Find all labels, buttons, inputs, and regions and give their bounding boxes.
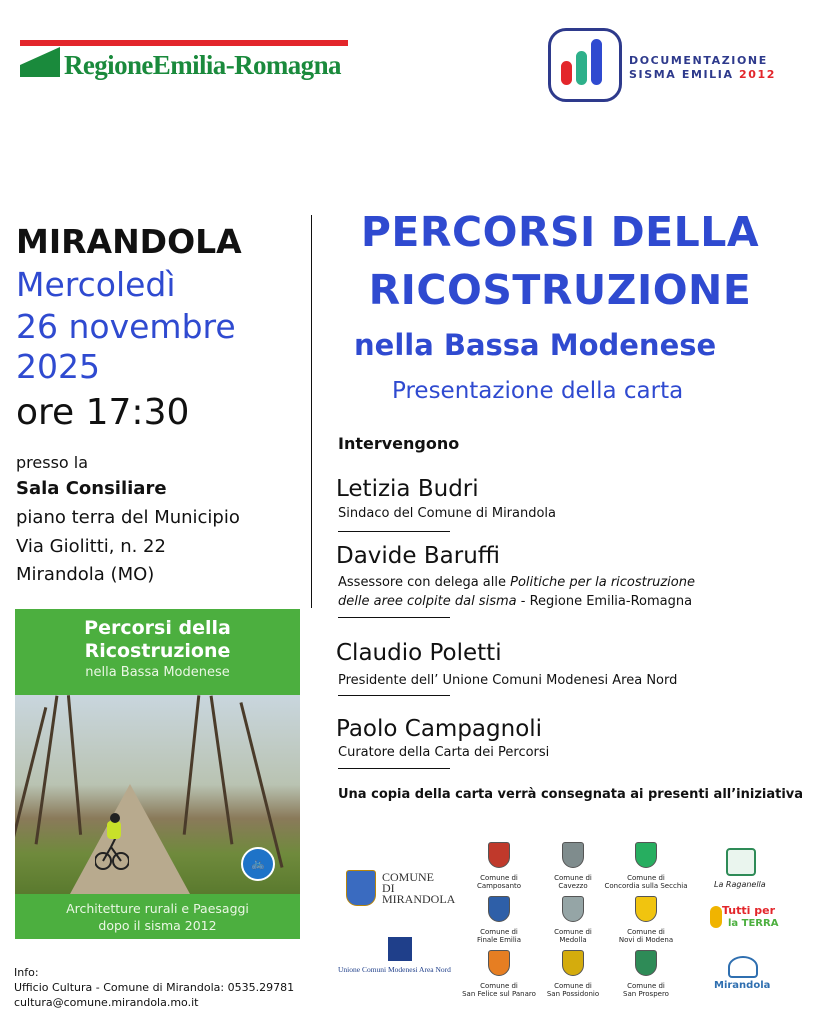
tree-trunk — [183, 695, 201, 835]
municipality-label — [458, 982, 540, 998]
documentazione-logo-line1: DOCUMENTAZIONE — [629, 54, 768, 67]
municipality-prefix: Comune di — [627, 874, 665, 882]
municipality-label — [464, 928, 534, 944]
info-label: Info: — [14, 966, 39, 979]
municipality-label — [538, 982, 608, 998]
san-possidonio-crest-icon — [562, 950, 584, 976]
speaker-role: Curatore della Carta dei Percorsi — [338, 745, 550, 760]
mirandola-brand-label: Mirandola — [714, 980, 771, 991]
municipality-prefix: Comune di — [554, 982, 592, 990]
cavezzo-crest-icon — [562, 842, 584, 868]
municipality-label — [611, 982, 681, 998]
municipality-name: Camposanto — [476, 882, 522, 890]
municipality-prefix: Comune di — [627, 982, 665, 990]
venue-intro: presso la — [16, 453, 89, 472]
info-email[interactable]: cultura@comune.mirandola.mo.it — [14, 996, 199, 1009]
speaker-role-italic: Politiche per la ricostruzione — [510, 575, 695, 590]
unione-comuni-logo — [338, 935, 468, 975]
doc-logo-year: 2012 — [739, 68, 777, 81]
la-terra-label: la TERRA — [728, 918, 779, 929]
municipality-name: San Prospero — [623, 990, 669, 998]
municipality-prefix: Comune di — [554, 928, 592, 936]
municipality-name: Cavezzo — [558, 882, 588, 890]
municipality-label — [464, 874, 534, 890]
event-year: 2025 — [16, 347, 100, 386]
speakers-heading: Intervengono — [338, 434, 460, 453]
cover-photo-tree-lined-road — [15, 695, 300, 894]
documentazione-logo-icon — [548, 28, 622, 102]
cycle-path-sign-icon: 🚲 — [241, 847, 275, 881]
speaker-underline — [338, 531, 450, 532]
mirandola-crest-icon — [346, 870, 376, 906]
mirandola-label: MIRANDOLA — [382, 892, 456, 906]
cover-subtitle: nella Bassa Modenese — [85, 665, 230, 680]
municipality-prefix: Comune di — [480, 928, 518, 936]
cover-title-line2: Ricostruzione — [84, 640, 231, 662]
speaker-underline — [338, 768, 450, 769]
cover-title-line1: Percorsi della — [84, 617, 231, 639]
municipality-prefix: Comune di — [554, 874, 592, 882]
tutti-per-la-terra-logo — [708, 902, 778, 942]
speaker-role: Presidente dell’ Unione Comuni Modenesi Area Nord — [338, 673, 678, 688]
tree-trunk — [239, 702, 283, 868]
event-weekday: Mercoledì — [16, 265, 176, 304]
cover-footer-line1: Architetture rurali e Paesaggi — [66, 901, 249, 916]
tree-trunk — [35, 696, 59, 845]
comune-mirandola-logo — [338, 860, 463, 920]
speaker-name: Paolo Campagnoli — [336, 716, 543, 742]
event-presentation: Presentazione della carta — [392, 378, 684, 404]
di-label: DI — [382, 881, 395, 895]
municipality-label — [606, 928, 686, 944]
municipality-grid — [462, 840, 720, 1005]
event-time: ore 17:30 — [16, 392, 190, 433]
doc-logo-text: SISMA EMILIA — [629, 68, 734, 81]
cover-footer-line2: dopo il sisma 2012 — [98, 918, 217, 933]
venue-street: Via Giolitti, n. 22 — [16, 536, 166, 557]
event-subtitle: nella Bassa Modenese — [354, 328, 717, 362]
venue-hall: Sala Consiliare — [16, 478, 167, 499]
speaker-name: Letizia Budri — [336, 476, 479, 502]
speaker-role-suffix: - Regione Emilia-Romagna — [516, 594, 693, 609]
event-date: 26 novembre — [16, 307, 236, 346]
book-cover — [15, 609, 300, 939]
info-office: Ufficio Cultura - Comune di Mirandola: 0535.29781 — [14, 981, 295, 994]
event-title-line1: PERCORSI DELLA — [360, 208, 760, 256]
concordia-crest-icon — [635, 842, 657, 868]
municipality-name: Finale Emilia — [476, 936, 522, 944]
san-prospero-crest-icon — [635, 950, 657, 976]
municipality-name: Medolla — [559, 936, 587, 944]
venue-floor: piano terra del Municipio — [16, 507, 240, 528]
tutti-per-label: Tutti per — [722, 904, 776, 917]
municipality-label — [596, 874, 696, 890]
logo-bar-red — [561, 61, 572, 85]
region-flag-icon — [20, 47, 60, 77]
finale-emilia-crest-icon — [488, 896, 510, 922]
camposanto-crest-icon — [488, 842, 510, 868]
unione-label: Unione Comuni Modenesi Area Nord — [338, 965, 451, 974]
mirandola-brand-logo — [710, 956, 780, 1000]
region-logo-text: RegioneEmilia-Romagna — [64, 50, 341, 80]
venue-town: Mirandola (MO) — [16, 564, 155, 585]
comune-mirandola-text — [382, 872, 455, 905]
documentazione-logo-line2 — [629, 68, 776, 81]
leaf-icon — [710, 906, 722, 928]
raganella-logo — [712, 848, 772, 894]
speaker-role-prefix: Assessore con delega alle — [338, 575, 511, 590]
municipality-prefix: Comune di — [480, 982, 518, 990]
speaker-name: Claudio Poletti — [336, 640, 502, 666]
municipality-prefix: Comune di — [480, 874, 518, 882]
unione-grid-icon — [388, 937, 412, 961]
event-title-line2: RICOSTRUZIONE — [368, 266, 752, 314]
raganella-label: La Raganella — [714, 880, 766, 889]
municipality-label — [538, 928, 608, 944]
speaker-role — [338, 573, 695, 611]
cyclist-icon — [95, 813, 129, 873]
tree-trunk — [210, 696, 234, 845]
event-city: MIRANDOLA — [16, 222, 242, 261]
municipality-name: San Possidonio — [546, 990, 600, 998]
municipality-name: Concordia sulla Secchia — [604, 882, 688, 890]
distribution-note: Una copia della carta verrà consegnata ai presenti all’iniziativa — [338, 787, 804, 802]
logo-bar-teal — [576, 51, 587, 85]
municipality-prefix: Comune di — [627, 928, 665, 936]
novi-crest-icon — [635, 896, 657, 922]
speaker-underline — [338, 695, 450, 696]
frog-icon — [726, 848, 756, 876]
medolla-crest-icon — [562, 896, 584, 922]
comune-label: COMUNE — [382, 870, 435, 884]
speaker-underline — [338, 617, 450, 618]
road-shape — [70, 784, 190, 894]
region-logo-red-bar — [20, 40, 348, 46]
municipality-name: Novi di Modena — [618, 936, 674, 944]
logo-bar-blue — [591, 39, 602, 85]
castle-outline-icon — [728, 956, 758, 978]
speaker-role: Sindaco del Comune di Mirandola — [338, 506, 557, 521]
speaker-name: Davide Baruffi — [336, 543, 501, 569]
municipality-name: San Felice sul Panaro — [462, 990, 536, 998]
san-felice-crest-icon — [488, 950, 510, 976]
speaker-role-italic: delle aree colpite dal sisma — [338, 594, 517, 609]
